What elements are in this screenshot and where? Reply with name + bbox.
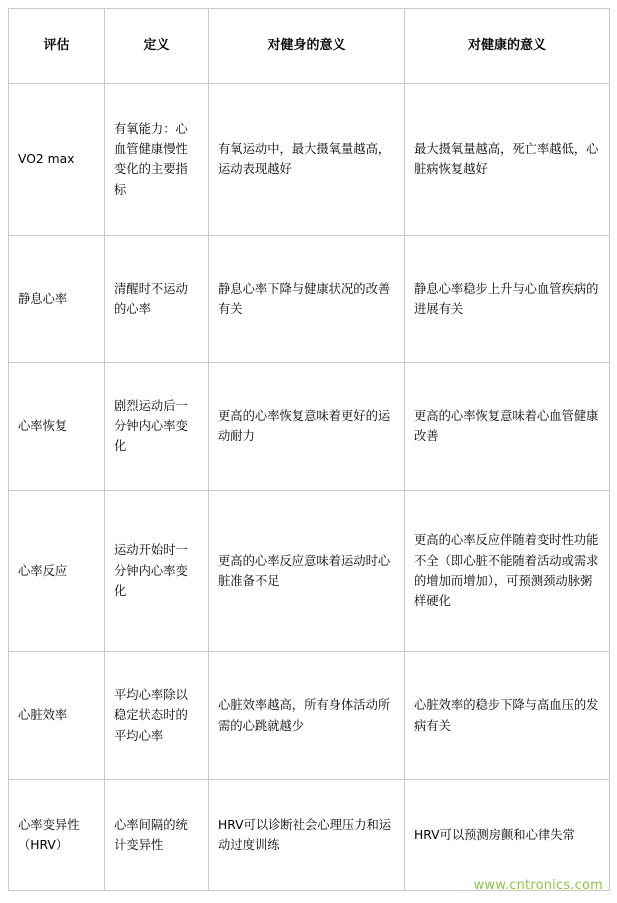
- table-header-row: [9, 9, 610, 84]
- metrics-table: [8, 8, 610, 891]
- table-row: [9, 84, 610, 236]
- row-metric-definition: 有氧能力：心血管健康慢性变化的主要指标: [105, 84, 209, 236]
- table-header: [9, 9, 610, 84]
- row-metric-name: 心脏效率: [9, 652, 105, 779]
- row-metric-name: 心率恢复: [9, 363, 105, 490]
- row-metric-fitness: 有氧运动中，最大摄氧量越高，运动表现越好: [209, 84, 405, 236]
- row-metric-definition: 剧烈运动后一分钟内心率变化: [105, 363, 209, 490]
- column-header-definition: 定义: [105, 9, 209, 84]
- row-metric-fitness: 更高的心率反应意味着运动时心脏准备不足: [209, 490, 405, 652]
- row-metric-fitness: HRV可以诊断社会心理压力和运动过度训练: [209, 779, 405, 890]
- row-metric-definition: 清醒时不运动的心率: [105, 235, 209, 362]
- row-metric-health: HRV可以预测房颤和心律失常: [405, 779, 610, 890]
- table-container: [8, 8, 609, 895]
- row-metric-health: 更高的心率反应伴随着变时性功能不全（即心脏不能随着活动或需求的增加而增加），可预测颈动脉粥样硬化: [405, 490, 610, 652]
- row-metric-name: VO2 max: [9, 84, 105, 236]
- column-header-health-meaning: 对健康的意义: [405, 9, 610, 84]
- row-metric-definition: 心率间隔的统计变异性: [105, 779, 209, 890]
- row-metric-name: 心率变异性（HRV）: [9, 779, 105, 890]
- row-metric-definition: 运动开始时一分钟内心率变化: [105, 490, 209, 652]
- table-row: [9, 652, 610, 779]
- row-metric-health: 更高的心率恢复意味着心血管健康改善: [405, 363, 610, 490]
- table-row: [9, 490, 610, 652]
- table-row: [9, 779, 610, 890]
- row-metric-name: 心率反应: [9, 490, 105, 652]
- table-body: [9, 84, 610, 891]
- row-metric-fitness: 心脏效率越高，所有身体活动所需的心跳就越少: [209, 652, 405, 779]
- table-row: [9, 363, 610, 490]
- row-metric-definition: 平均心率除以稳定状态时的平均心率: [105, 652, 209, 779]
- table-row: [9, 235, 610, 362]
- row-metric-fitness: 更高的心率恢复意味着更好的运动耐力: [209, 363, 405, 490]
- row-metric-name: 静息心率: [9, 235, 105, 362]
- row-metric-health: 心脏效率的稳步下降与高血压的发病有关: [405, 652, 610, 779]
- column-header-fitness-meaning: 对健身的意义: [209, 9, 405, 84]
- row-metric-health: 静息心率稳步上升与心血管疾病的进展有关: [405, 235, 610, 362]
- row-metric-health: 最大摄氧量越高，死亡率越低，心脏病恢复越好: [405, 84, 610, 236]
- watermark-text: www.cntronics.com: [473, 878, 603, 893]
- column-header-assessment: 评估: [9, 9, 105, 84]
- row-metric-fitness: 静息心率下降与健康状况的改善有关: [209, 235, 405, 362]
